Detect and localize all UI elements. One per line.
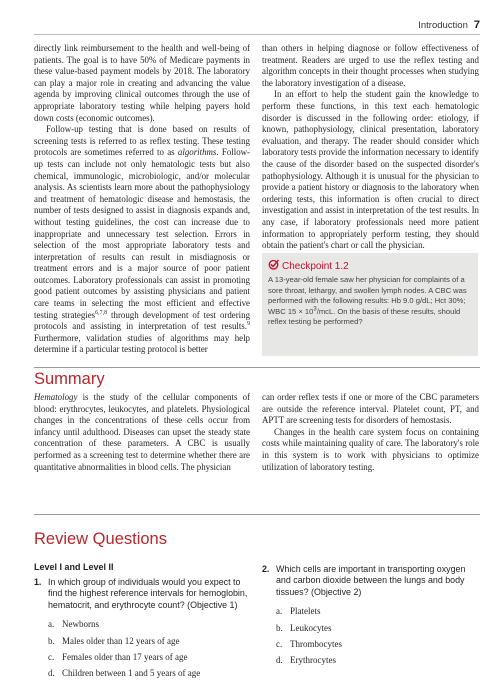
running-header	[418, 19, 480, 31]
option-text: Children between 1 and 5 years of age	[62, 668, 201, 679]
answer-option	[276, 636, 479, 652]
paragraph	[34, 124, 250, 356]
question-text: Which cells are important in transporting oxygen and carbon dioxide between the lungs and body tissues? (Objective 2)	[276, 564, 466, 597]
emphasis-term: algorithms	[177, 147, 217, 158]
checkpoint-text	[268, 275, 472, 328]
answer-option	[276, 620, 479, 636]
option-letter: b.	[48, 635, 55, 646]
question-2	[262, 564, 479, 669]
text-run: A 13-year-old female saw her physician for complaints of a sore throat, lethargy, and swollen lymph nodes. A CBC was performed with the following results: Hb 9.0 g/dL; Hct 30%; WBC 15 × 10	[268, 275, 467, 316]
answer-options	[48, 616, 250, 682]
answer-option	[48, 649, 250, 665]
paragraph: than others in helping diagnose or follow effectiveness of treatment. Readers are urged to use the reflex testing and algorithm concepts in their thought processes when studying the laboratory investigation of a disease.	[262, 43, 479, 88]
summary-right-column	[262, 392, 479, 473]
text-run: Follow-up testing that is done based on results of screening tests is referred to as reflex testing. These testing protocols are sometimes referred to as	[34, 124, 250, 158]
answer-option	[48, 616, 250, 632]
review-rule	[34, 514, 480, 515]
option-text: Thrombocytes	[290, 639, 342, 650]
summary-left-column	[34, 392, 250, 473]
citation-superscript: 6,7,8	[95, 309, 108, 316]
option-letter: a.	[276, 606, 283, 617]
checkpoint-title	[268, 259, 349, 272]
option-text: Males older than 12 years of age	[62, 635, 180, 646]
running-header-section: Introduction	[418, 20, 468, 31]
paragraph: can order reflex tests if one or more of the CBC parameters are outside the reference interval. Platelet count, PT, and APTT are screening tests for disorders of hemostasis.	[262, 392, 479, 426]
text-run: Furthermore, validation studies of algorithms may help determine if a particular testing protocol is better	[34, 332, 250, 355]
answer-option	[276, 652, 479, 668]
page-number: 7	[473, 19, 480, 31]
paragraph	[34, 392, 250, 473]
option-letter: d.	[276, 655, 283, 666]
answer-options	[276, 603, 479, 669]
question-number: 2.	[262, 564, 270, 574]
checkmark-target-icon	[268, 259, 279, 270]
summary-heading: Summary	[34, 370, 105, 388]
paragraph: directly link reimbursement to the health and well-being of patients. The goal is to have 50% of Medicare payments in these value-based payment models by 2018. The laboratory can play a major role in creating and advancing the value agenda by improving clinical outcomes through the use of appropriate laboratory testing while helping payers hold down costs (economic outcomes).	[34, 43, 250, 123]
review-heading: Review Questions	[34, 530, 167, 548]
superscript: 3	[313, 305, 317, 312]
option-text: Erythrocytes	[290, 655, 336, 666]
answer-option	[48, 633, 250, 649]
option-letter: d.	[48, 668, 55, 679]
answer-option	[48, 665, 250, 681]
question-1	[34, 577, 250, 682]
option-letter: b.	[276, 622, 283, 633]
checkpoint-title-text: Checkpoint 1.2	[282, 261, 349, 272]
summary-rule	[34, 367, 480, 368]
text-run: through development of test ordering protocols and assisting in interpretation of test results.	[34, 309, 251, 332]
option-text: Leukocytes	[290, 622, 332, 633]
emphasis-term: Hematology	[34, 392, 78, 402]
paragraph: In an effort to help the student gain the knowledge to perform these functions, in this text each hematologic disorder is discussed in the following order: etiology, if known, pathophysiology, clinical presentation, laboratory evaluation, and therapy. The reader should consider which laboratory tests provide the information necessary to identify the cause of the disorder based on the suspected disorder's pathophysiology. Although it is unusual for the physician to provide a patient history or diagnosis to the laboratory when ordering tests, this information is often crucial to direct investigation and assist in interpretation of the test results. In any case, if laboratory professionals need more patient information to appropriately perform testing, they should obtain the patient's chart or call the physician.	[262, 89, 479, 251]
checkpoint-box	[262, 253, 478, 356]
text-run: /mcL. On the basis of these results, should reflex testing be performed?	[268, 306, 461, 326]
paragraph: Changes in the health care system focus on containing costs while maintaining quality of care. The laboratory's role in this system is to work with physicians to optimize utilization of laboratory testing.	[262, 426, 479, 472]
left-column	[34, 43, 250, 356]
text-run: is the study of the cellular components of blood: erythrocytes, leukocytes, and platelets. Physiological changes in the concentrations of these cells occur from infancy until adulthood. Diseases can upset the steady state concentration of these parameters. A CBC is usually performed as a screening test to determine whether there are quantitative abnormalities in blood cells. The physician	[34, 392, 250, 472]
option-text: Females older than 17 years of age	[62, 652, 188, 663]
option-text: Newborns	[62, 619, 99, 630]
option-letter: c.	[48, 652, 55, 663]
option-letter: a.	[48, 619, 55, 630]
citation-superscript: 9	[247, 321, 250, 328]
level-label: Level I and Level II	[34, 562, 114, 572]
question-number: 1.	[34, 577, 42, 587]
header-rule	[34, 34, 480, 35]
option-text: Platelets	[290, 606, 321, 617]
question-text: In which group of individuals would you expect to find the highest reference intervals for hemoglobin, hematocrit, and erythrocyte count? (Objective 1)	[48, 577, 248, 610]
option-letter: c.	[276, 639, 283, 650]
text-run: . Follow-up tests can include not only hematologic tests but also chemical, immunologic, microbiologic, and/or molecular analysis. As scientists learn more about the pathophysiology and treatment of hematologic disease and hemostasis, the number of tests designed to assist in diagnosis expands and, without testing guidelines, the cost can increase due to inappropriate and unnecessary test selection. Errors in selection of the most appropriate laboratory tests and interpretation of results can result in misdiagnosis or treatment errors and is a major source of poor patient outcomes. Laboratory professionals can assist in promoting good patient outcomes by assisting physicians and patient care teams in selecting the most efficient and effective testing strategies	[34, 147, 251, 320]
answer-option	[276, 603, 479, 619]
right-column	[262, 43, 479, 252]
